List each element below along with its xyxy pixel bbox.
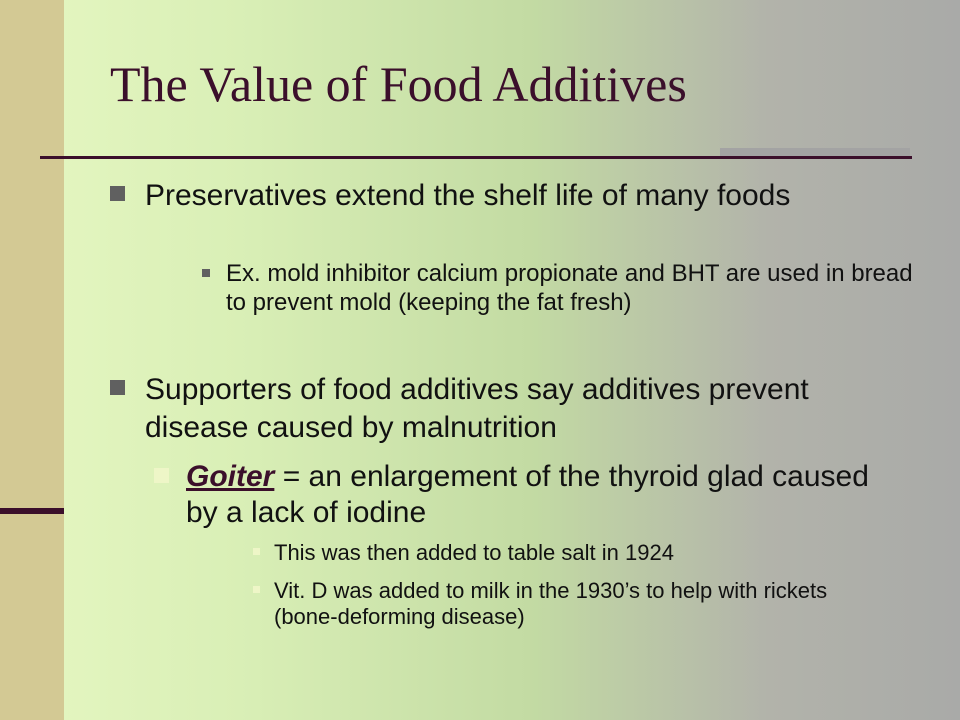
square-bullet-icon <box>202 269 210 277</box>
square-bullet-icon <box>253 548 260 555</box>
subbullet-goiter <box>154 459 874 531</box>
subbullet-example <box>200 259 920 317</box>
goiter-term: Goiter <box>186 460 275 493</box>
bullet-text: Preservatives extend the shelf life of many foods <box>145 179 791 212</box>
goiter-definition: = an enlargement of the thyroid glad caused by a lack of iodine <box>186 460 869 529</box>
subsub-text: This was then added to table salt in 1924 <box>274 540 674 565</box>
square-bullet-icon <box>253 586 260 593</box>
title-rule <box>40 156 912 159</box>
subsub-vit-d-milk <box>250 578 870 630</box>
subsub-text: Vit. D was added to milk in the 1930’s to help with rickets (bone-deforming disease) <box>274 578 828 629</box>
subbullet-text <box>186 459 874 531</box>
slide-title: The Value of Food Additives <box>110 56 687 112</box>
square-bullet-icon <box>154 468 169 483</box>
bullet-text: Supporters of food additives say additives prevent disease caused by malnutrition <box>145 373 809 444</box>
square-bullet-icon <box>110 186 125 201</box>
subbullet-text: Ex. mold inhibitor calcium propionate and BHT are used in bread to prevent mold (keeping the fat fresh) <box>226 260 913 316</box>
title-rule-accent <box>720 148 910 156</box>
subsub-iodine-salt <box>250 540 870 566</box>
bullet-supporters <box>110 371 850 447</box>
left-decor-band <box>0 0 64 720</box>
bullet-preservatives <box>110 177 850 215</box>
left-decor-mark <box>0 508 64 514</box>
square-bullet-icon <box>110 380 125 395</box>
